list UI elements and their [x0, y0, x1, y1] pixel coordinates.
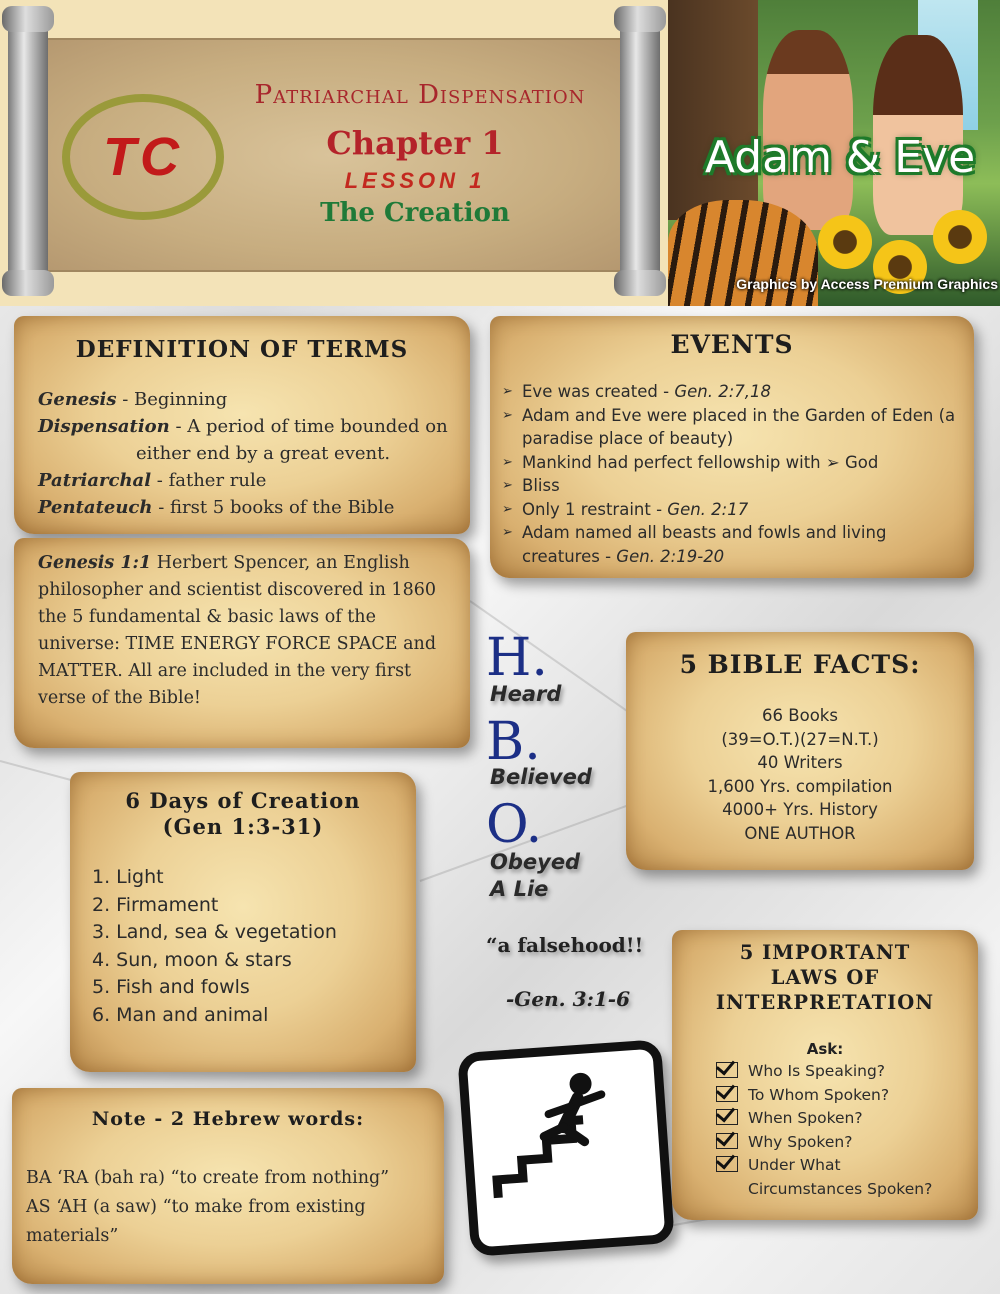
definitions-list	[38, 386, 458, 521]
interpretation-laws-panel	[672, 930, 978, 1220]
bible-fact-item: 1,600 Yrs. compilation	[707, 776, 893, 796]
bible-fact-item: 66 Books	[762, 706, 838, 725]
law-item: Why Spoken?	[716, 1131, 976, 1155]
hbo-word-believed: Believed	[490, 765, 592, 789]
hbo-word-obeyed: Obeyed	[490, 850, 581, 874]
law-item: To Whom Spoken?	[716, 1084, 976, 1108]
hbo-letter-h: H.	[486, 628, 548, 688]
definition-item: Pentateuch - first 5 books of the Bible	[38, 497, 395, 518]
hebrew-words-panel	[12, 1088, 444, 1284]
creation-day-item: 4. Sun, moon & stars	[92, 948, 292, 971]
hbo-word-lie: A Lie	[490, 877, 549, 901]
event-item: ➢ Bliss	[498, 474, 968, 498]
lesson-label: LESSON 1	[344, 168, 486, 193]
definition-item: Patriarchal - father rule	[38, 470, 267, 491]
event-item: ➢ Mankind had perfect fellowship with ➢ God	[498, 451, 968, 475]
creation-day-item: 2. Firmament	[92, 893, 219, 916]
event-item: ➢ Eve was created - Gen. 2:7,18	[498, 380, 968, 404]
checkbox-checked-icon	[716, 1156, 738, 1172]
interpretation-laws-list	[716, 1060, 976, 1201]
bible-fact-item: 40 Writers	[757, 753, 843, 772]
definition-item: Dispensation - A period of time bounded on either end by a great event.	[38, 416, 448, 464]
adam-figure	[763, 30, 853, 230]
hebrew-words-text: BA ‘RA (bah ra) “to create from nothing” AS ‘AH (a saw) “to make from existing materials”	[26, 1168, 390, 1246]
bible-facts-title: 5 BIBLE FACTS:	[679, 650, 921, 679]
creation-days-list	[92, 864, 412, 1029]
falling-stairs-icon	[457, 1039, 675, 1257]
creation-day-item: 6. Man and animal	[92, 1003, 269, 1026]
adam-eve-illustration	[668, 0, 1000, 306]
hbo-letter-o: O.	[486, 795, 543, 855]
law-item: When Spoken?	[716, 1107, 976, 1131]
lesson-topic: The Creation	[320, 198, 510, 228]
law-item: Who Is Speaking?	[716, 1060, 976, 1084]
creation-days-title: 6 Days of Creation (Gen 1:3-31)	[125, 788, 361, 839]
events-panel	[490, 316, 974, 578]
creation-day-item: 1. Light	[92, 866, 164, 888]
hebrew-words-title: Note - 2 Hebrew words:	[91, 1108, 365, 1130]
genesis-note-panel	[14, 538, 470, 748]
right-scroll-roller	[620, 6, 660, 296]
creation-day-item: 5. Fish and fowls	[92, 976, 250, 998]
falsehood-quote: “a falsehood!!	[486, 933, 644, 957]
bible-fact-item: ONE AUTHOR	[744, 823, 856, 843]
creation-days-panel	[70, 772, 416, 1072]
artwork-title: Adam & Eve	[704, 132, 976, 183]
event-item: ➢ Adam and Eve were placed in the Garden of Eden (a paradise place of beauty)	[498, 404, 968, 451]
definitions-panel	[14, 316, 470, 534]
tc-logo: TC	[62, 94, 224, 220]
definition-item: Genesis - Beginning	[38, 389, 228, 410]
artwork-credit: Graphics by Access Premium Graphics	[736, 276, 998, 292]
event-item: ➢ Only 1 restraint - Gen. 2:17	[498, 498, 968, 522]
law-item: Under What	[716, 1154, 976, 1178]
header-scroll	[0, 0, 668, 306]
hbo-letter-b: B.	[486, 712, 541, 772]
hbo-word-heard: Heard	[490, 682, 562, 706]
chapter-title: Chapter 1	[326, 124, 504, 162]
definitions-title: DEFINITION OF TERMS	[75, 336, 409, 363]
event-item: ➢ Adam named all beasts and fowls and living creatures - Gen. 2:19-20	[498, 521, 968, 568]
checkbox-checked-icon	[716, 1086, 738, 1102]
checkbox-checked-icon	[716, 1109, 738, 1125]
bible-facts-list	[626, 704, 974, 845]
dispensation-title: Patriarchal Dispensation	[254, 80, 586, 110]
tree-trunk	[668, 0, 758, 220]
events-list	[498, 380, 968, 568]
bible-facts-panel	[626, 632, 974, 870]
creation-day-item: 3. Land, sea & vegetation	[92, 921, 337, 943]
sunflower	[933, 210, 987, 264]
sunflower	[818, 215, 872, 269]
bible-fact-item: (39=O.T.)(27=N.T.)	[721, 729, 879, 749]
left-scroll-roller	[8, 6, 48, 296]
law-item-continuation: Circumstances Spoken?	[748, 1179, 933, 1198]
events-title: EVENTS	[670, 330, 794, 359]
interpretation-laws-title: 5 IMPORTANT LAWS OF INTERPRETATION	[715, 941, 935, 1014]
laws-ask-label: Ask:	[806, 1040, 844, 1058]
genesis-note-text: Genesis 1:1 Herbert Spencer, an English philosopher and scientist discovered in 1860 the 5 fundamental & basic laws of the universe: TIME ENERGY FORCE SPACE and MATTER. All are included in the very first verse of the Bible!	[38, 553, 437, 708]
checkbox-checked-icon	[716, 1133, 738, 1149]
checkbox-checked-icon	[716, 1062, 738, 1078]
falsehood-reference: -Gen. 3:1-6	[506, 987, 631, 1011]
bible-fact-item: 4000+ Yrs. History	[722, 800, 878, 819]
